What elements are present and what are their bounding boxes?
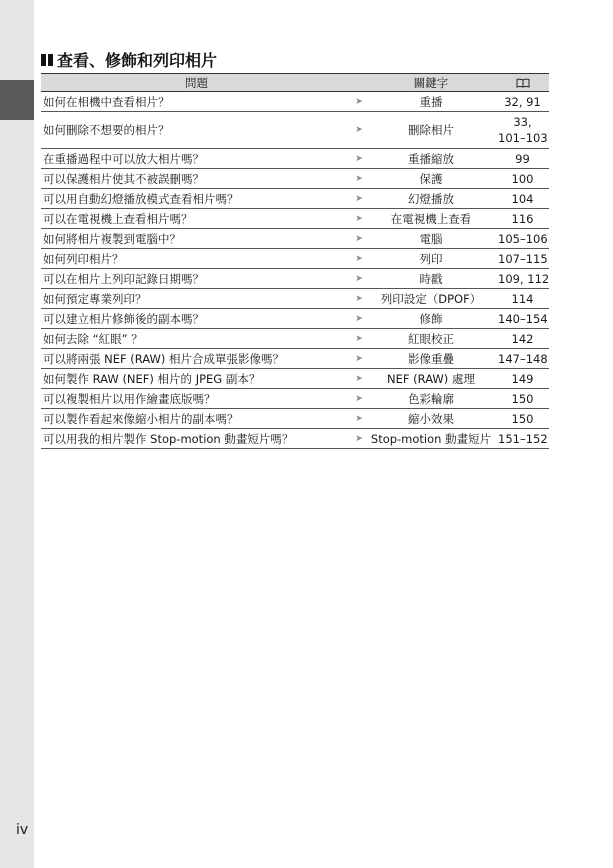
question-cell: 可以在電視機上查看相片嗎？ — [41, 209, 352, 229]
arrow-icon: ➤ — [352, 249, 366, 269]
page-cell: 100 — [496, 169, 549, 189]
table-row — [41, 169, 549, 189]
question-cell: 如何去除 “紅眼” ？ — [41, 329, 352, 349]
section-title — [41, 48, 217, 71]
section-title-text: 查看、修飾和列印相片 — [57, 51, 218, 70]
arrow-icon: ➤ — [352, 429, 366, 449]
keyword-cell: 縮小效果 — [366, 409, 496, 429]
book-icon — [516, 78, 530, 88]
question-cell: 如何製作 RAW (NEF) 相片的 JPEG 副本？ — [41, 369, 352, 389]
page-cell: 32, 91 — [496, 92, 549, 112]
chapter-tab-marker — [0, 80, 34, 120]
table-row — [41, 429, 549, 449]
arrow-icon: ➤ — [352, 269, 366, 289]
arrow-icon: ➤ — [352, 289, 366, 309]
question-cell: 可以用自動幻燈播放模式查看相片嗎？ — [41, 189, 352, 209]
keyword-cell: 紅眼校正 — [366, 329, 496, 349]
page-cell: 104 — [496, 189, 549, 209]
question-keyword-table — [41, 73, 549, 449]
arrow-icon: ➤ — [352, 149, 366, 169]
page-cell: 150 — [496, 389, 549, 409]
page-cell: 116 — [496, 209, 549, 229]
keyword-cell: 刪除相片 — [366, 112, 496, 149]
page-header — [496, 74, 549, 92]
keyword-header: 關鍵字 — [366, 74, 496, 92]
page-cell: 149 — [496, 369, 549, 389]
question-cell: 如何預定專業列印？ — [41, 289, 352, 309]
table-row — [41, 309, 549, 329]
left-margin-band — [0, 0, 34, 868]
table-row — [41, 209, 549, 229]
title-marker-icon — [41, 54, 53, 66]
page-cell: 151–152 — [496, 429, 549, 449]
question-cell: 可以用我的相片製作 Stop-motion 動畫短片嗎？ — [41, 429, 352, 449]
page-cell: 107–115 — [496, 249, 549, 269]
page-cell: 142 — [496, 329, 549, 349]
table-row — [41, 189, 549, 209]
table-row — [41, 269, 549, 289]
keyword-cell: 幻燈播放 — [366, 189, 496, 209]
arrow-icon: ➤ — [352, 189, 366, 209]
arrow-icon: ➤ — [352, 309, 366, 329]
table-row — [41, 92, 549, 112]
keyword-cell: Stop-motion 動畫短片 — [366, 429, 496, 449]
keyword-cell: 在電視機上查看 — [366, 209, 496, 229]
keyword-cell: 列印 — [366, 249, 496, 269]
arrow-icon: ➤ — [352, 409, 366, 429]
keyword-cell: 色彩輪廓 — [366, 389, 496, 409]
question-cell: 可以保護相片使其不被誤刪嗎？ — [41, 169, 352, 189]
question-header: 問題 — [41, 74, 352, 92]
page-cell: 99 — [496, 149, 549, 169]
question-cell: 可以在相片上列印記錄日期嗎？ — [41, 269, 352, 289]
table-header-row — [41, 74, 549, 92]
keyword-cell: NEF (RAW) 處理 — [366, 369, 496, 389]
arrow-icon: ➤ — [352, 369, 366, 389]
table-row — [41, 369, 549, 389]
table-row — [41, 112, 549, 149]
arrow-icon: ➤ — [352, 92, 366, 112]
page-cell: 105–106 — [496, 229, 549, 249]
arrow-icon: ➤ — [352, 349, 366, 369]
page-cell: 109, 112 — [496, 269, 549, 289]
arrow-icon: ➤ — [352, 209, 366, 229]
page-cell: 114 — [496, 289, 549, 309]
question-cell: 可以複製相片以用作繪畫底版嗎？ — [41, 389, 352, 409]
page-cell: 150 — [496, 409, 549, 429]
table-row — [41, 349, 549, 369]
keyword-cell: 重播縮放 — [366, 149, 496, 169]
table-row — [41, 249, 549, 269]
question-cell: 可以建立相片修飾後的副本嗎？ — [41, 309, 352, 329]
page-cell: 140–154 — [496, 309, 549, 329]
keyword-cell: 重播 — [366, 92, 496, 112]
keyword-cell: 時戳 — [366, 269, 496, 289]
arrow-icon: ➤ — [352, 169, 366, 189]
question-cell: 如何刪除不想要的相片？ — [41, 112, 352, 149]
table-row — [41, 409, 549, 429]
keyword-cell: 影像重疊 — [366, 349, 496, 369]
question-cell: 可以將兩張 NEF (RAW) 相片合成單張影像嗎？ — [41, 349, 352, 369]
arrow-icon: ➤ — [352, 229, 366, 249]
table-row — [41, 329, 549, 349]
header-spacer — [352, 74, 366, 92]
keyword-cell: 列印設定（DPOF） — [366, 289, 496, 309]
arrow-icon: ➤ — [352, 329, 366, 349]
question-cell: 如何在相機中查看相片？ — [41, 92, 352, 112]
arrow-icon: ➤ — [352, 389, 366, 409]
keyword-cell: 修飾 — [366, 309, 496, 329]
page-number: iv — [16, 822, 29, 838]
arrow-icon: ➤ — [352, 112, 366, 149]
table-row — [41, 289, 549, 309]
question-cell: 在重播過程中可以放大相片嗎？ — [41, 149, 352, 169]
page-cell: 33, 101–103 — [496, 112, 549, 149]
table-row — [41, 229, 549, 249]
page-cell: 147–148 — [496, 349, 549, 369]
question-cell: 如何將相片複製到電腦中？ — [41, 229, 352, 249]
keyword-cell: 保護 — [366, 169, 496, 189]
question-cell: 如何列印相片？ — [41, 249, 352, 269]
table-row — [41, 389, 549, 409]
table-row — [41, 149, 549, 169]
keyword-cell: 電腦 — [366, 229, 496, 249]
question-cell: 可以製作看起來像縮小相片的副本嗎？ — [41, 409, 352, 429]
